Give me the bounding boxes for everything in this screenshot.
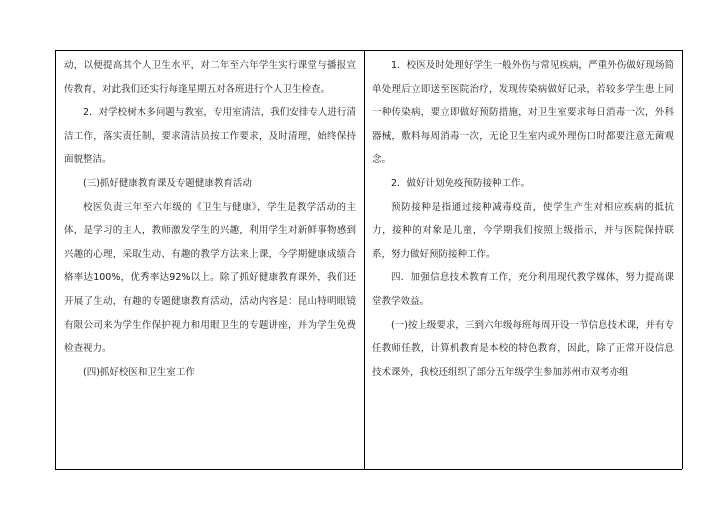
left-heading-3: (三)抓好健康教育课及专题健康教育活动 bbox=[83, 177, 252, 189]
right-paragraph-3: 预防接种是指通过接种减毒疫苗，使学生产生对相应疾病的抵抗力，接种的对象是儿童，今学期我们按照上级指示，并与医院保持联系，努力做好预防接种工作。 bbox=[372, 201, 674, 260]
left-paragraph-4: 校医负责三年至六年级的《卫生与健康》，学生是教学活动的主体，是学习的主人，教师激发学生的兴趣，利用学生对新鲜事物感到兴趣的心理，采取生动、有趣的教学方法来上课，今学期健康成绩合格率达100%，优秀率达92%以上。除了抓好健康教育课外，我们还开展了生动，有趣的专题健康教育活动，活动内容是：昆山特明眼镜有限公司来为学生作保护视力和用眼卫生的专题讲座，并为学生免费检查视力。 bbox=[64, 201, 356, 355]
right-paragraph-4: 四．加强信息技术教育工作，充分利用现代教学媒体，努力提高课堂教学效益。 bbox=[372, 272, 674, 307]
top-border bbox=[55, 50, 682, 51]
left-paragraph-2: 2．对学校树木多问题与教室，专用室清洁，我们安排专人进行清洁工作，落实责任制，要求清洁员按工作要求，及时清理，始终保持面貌整洁。 bbox=[64, 107, 356, 166]
right-paragraph-2: 2．做好计划免疫预防接种工作。 bbox=[391, 177, 531, 189]
right-paragraph-1: 1．校医及时处理好学生一般外伤与常见疾病，严重外伤做好现场简单处理后立即送至医院治疗，发现传染病做好记录，若较多学生患上同一种传染病，要立即做好预防措施，对卫生室要求每日消毒一次，外科器械，敷料每周消毒一次，无论卫生室内或外理伤口时都要注意无菌观念。 bbox=[372, 60, 674, 166]
right-column bbox=[372, 54, 674, 384]
left-heading-5: (四)抓好校医和卫生室工作 bbox=[83, 366, 195, 378]
right-paragraph-5: (一)按上级要求，三到六年级每班每周开设一节信息技术课，并有专任教师任教，计算机教育是本校的特色教育，因此，除了正常开设信息技术课外，我校还组织了部分五年级学生参加苏州市双考亦组 bbox=[372, 319, 674, 378]
left-column bbox=[64, 54, 356, 384]
left-paragraph-1: 动，以便提高其个人卫生水平，对二年至六年学生实行课堂与播报宣传教育，对此我们还实行每逢星期五对各班进行个人卫生检查。 bbox=[64, 60, 356, 95]
right-border bbox=[682, 50, 683, 469]
column-divider bbox=[364, 50, 365, 469]
left-border bbox=[55, 50, 56, 469]
bottom-border bbox=[55, 469, 682, 470]
